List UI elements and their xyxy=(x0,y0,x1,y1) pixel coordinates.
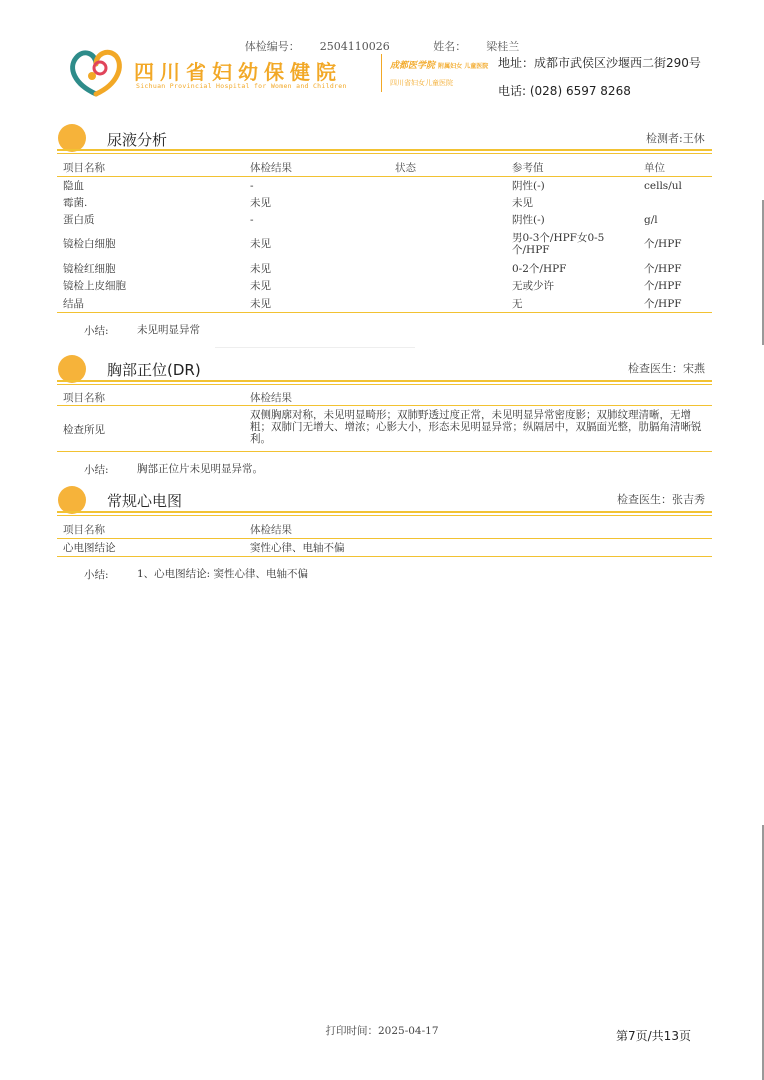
section-rule xyxy=(57,153,712,154)
table-bottom-rule xyxy=(57,312,712,313)
chest-summary: 胸部正位片未见明显异常。 xyxy=(137,463,263,475)
row-unit: g/l xyxy=(644,214,658,226)
col-header-result: 体检结果 xyxy=(250,162,292,174)
section-rule xyxy=(57,511,712,513)
coop-institution-2: 四川省妇女儿童医院 xyxy=(390,79,453,87)
row-reference: 男0-3个/HPF女0-5个/HPF xyxy=(512,232,605,256)
hospital-name-en: Sichuan Provincial Hospital for Women and Children xyxy=(136,82,347,90)
row-result: 未见 xyxy=(250,238,271,250)
col-header-reference: 参考值 xyxy=(512,162,544,174)
row-result: 双侧胸廓对称，未见明显畸形；双肺野透过度正常，未见明显异常密度影；双肺纹理清晰，无增粗；双肺门无增大、增浓；心影大小，形态未见明显异常；纵隔居中，双膈面光整，肋膈角清晰锐利。 xyxy=(250,409,702,445)
row-result: 未见 xyxy=(250,263,271,275)
section-bullet-icon xyxy=(58,124,86,152)
row-result: 未见 xyxy=(250,280,271,292)
patient-name: 梁桂兰 xyxy=(486,40,520,53)
page-number: 第7页/共13页 xyxy=(616,1029,691,1043)
row-result: - xyxy=(250,180,254,192)
row-item-name: 检查所见 xyxy=(63,424,105,436)
col-header-result: 体检结果 xyxy=(250,392,292,404)
ecg-summary: 1、心电图结论: 窦性心律、电轴不偏 xyxy=(137,568,309,580)
row-unit: 个/HPF xyxy=(644,280,682,292)
row-item-name: 镜检上皮细胞 xyxy=(63,280,126,292)
urine-summary-label: 小结: xyxy=(84,325,109,337)
chest-summary-label: 小结: xyxy=(84,464,109,476)
ecg-doctor: 检查医生：张吉秀 xyxy=(617,493,705,506)
col-header-item: 项目名称 xyxy=(63,162,105,174)
section-bullet-icon xyxy=(58,355,86,383)
print-time: 打印时间：2025-04-17 xyxy=(325,1025,439,1037)
col-header-unit: 单位 xyxy=(644,162,665,174)
row-item-name: 霉菌. xyxy=(63,197,88,209)
coop-institution: 成都医学院 附属妇女 儿童医院 xyxy=(390,61,489,71)
exam-no: 2504110026 xyxy=(319,40,390,53)
table-bottom-rule xyxy=(57,556,712,557)
row-reference: 无或少许 xyxy=(512,280,554,292)
hospital-logo-icon xyxy=(66,44,128,100)
urine-examiner: 检测者:王休 xyxy=(646,132,705,145)
row-reference: 阴性(-) xyxy=(512,214,545,226)
section-rule xyxy=(57,380,712,382)
ecg-summary-label: 小结: xyxy=(84,569,109,581)
row-unit: 个/HPF xyxy=(644,263,682,275)
row-result: - xyxy=(250,214,254,226)
section-rule xyxy=(57,515,712,516)
section-bullet-icon xyxy=(58,486,86,514)
exam-no-label: 体检编号： xyxy=(244,40,300,53)
table-header-rule xyxy=(57,176,712,177)
section-rule xyxy=(57,149,712,151)
row-unit: cells/ul xyxy=(644,180,682,192)
col-header-status: 状态 xyxy=(395,162,416,174)
table-bottom-rule xyxy=(57,451,712,452)
section-rule xyxy=(57,384,712,385)
row-result: 未见 xyxy=(250,298,271,310)
logo-divider xyxy=(381,54,382,92)
table-header-rule xyxy=(57,538,712,539)
section-title-urine: 尿液分析 xyxy=(107,131,168,149)
col-header-item: 项目名称 xyxy=(63,524,105,536)
row-result: 未见 xyxy=(250,197,271,209)
row-reference: 0-2个/HPF xyxy=(512,263,567,275)
row-unit: 个/HPF xyxy=(644,238,682,250)
row-item-name: 隐血 xyxy=(63,180,84,192)
row-item-name: 心电图结论 xyxy=(63,542,116,554)
hospital-phone: 电话: (028) 6597 8268 xyxy=(498,84,631,98)
section-title-ecg: 常规心电图 xyxy=(107,492,183,510)
row-item-name: 镜检白细胞 xyxy=(63,238,116,250)
section-title-chest: 胸部正位(DR) xyxy=(107,361,201,379)
row-item-name: 结晶 xyxy=(63,298,84,310)
row-unit: 个/HPF xyxy=(644,298,682,310)
chest-doctor: 检查医生：宋燕 xyxy=(628,362,705,375)
divider xyxy=(215,347,415,348)
patient-name-label: 姓名： xyxy=(433,40,467,53)
row-reference: 未见 xyxy=(512,197,533,209)
row-item-name: 蛋白质 xyxy=(63,214,95,226)
row-result: 窦性心律、电轴不偏 xyxy=(250,542,345,554)
row-item-name: 镜检红细胞 xyxy=(63,263,116,275)
urine-summary: 未见明显异常 xyxy=(137,324,200,336)
hospital-name-cn: 四川省妇幼保健院 xyxy=(134,60,342,84)
hospital-address: 地址：成都市武侯区沙堰西二街290号 xyxy=(498,56,701,70)
col-header-item: 项目名称 xyxy=(63,392,105,404)
row-reference: 无 xyxy=(512,298,523,310)
row-reference: 阴性(-) xyxy=(512,180,545,192)
col-header-result: 体检结果 xyxy=(250,524,292,536)
table-header-rule xyxy=(57,405,712,406)
